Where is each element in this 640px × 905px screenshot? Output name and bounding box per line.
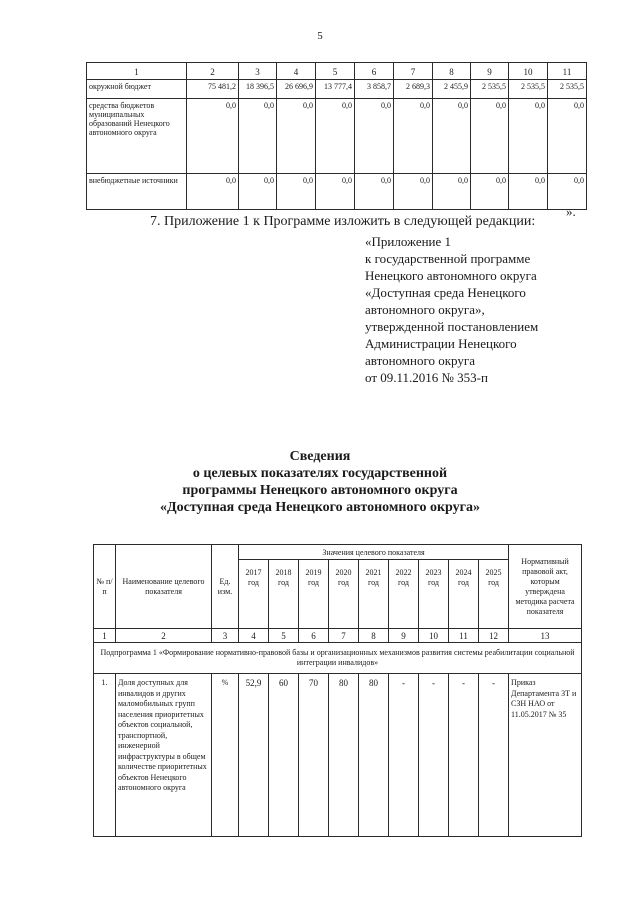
budget-cell: 0,0 (548, 99, 587, 174)
year-header: 2022 год (389, 560, 419, 629)
column-number: 6 (299, 629, 329, 643)
budget-cell: 2 535,5 (471, 80, 509, 99)
indicator-value: - (449, 674, 479, 837)
column-number: 13 (509, 629, 582, 643)
budget-cell: 0,0 (239, 174, 277, 210)
budget-cell: 2 535,5 (509, 80, 548, 99)
document-title (0, 448, 640, 516)
budget-cell: 0,0 (433, 99, 471, 174)
indicator-legal-act: Приказ Департамента ЗТ и СЗН НАО от 11.05.2017 № 35 (509, 674, 582, 837)
appendix-line: к государственной программе (365, 251, 531, 266)
budget-table (86, 62, 587, 210)
budget-cell: 0,0 (471, 174, 509, 210)
appendix-line: от 09.11.2016 № 353-п (365, 370, 488, 385)
indicator-value: - (389, 674, 419, 837)
budget-cell: 0,0 (394, 99, 433, 174)
budget-cell: 0,0 (316, 174, 355, 210)
budget-row-label: внебюджетные источники (87, 174, 187, 210)
budget-cell: 0,0 (509, 174, 548, 210)
column-number: 9 (389, 629, 419, 643)
year-header: 2018 год (269, 560, 299, 629)
title-line: о целевых показателях государственной (192, 466, 448, 481)
budget-cell: 3 858,7 (355, 80, 394, 99)
column-number: 10 (419, 629, 449, 643)
budget-row-district (87, 80, 587, 99)
column-number: 11 (449, 629, 479, 643)
year-header: 2019 год (299, 560, 329, 629)
table-row (94, 674, 582, 837)
indicators-table (93, 544, 582, 837)
budget-row-municipal (87, 99, 587, 174)
indicator-value: 80 (329, 674, 359, 837)
year-header: 2024 год (449, 560, 479, 629)
year-header: 2025 год (479, 560, 509, 629)
budget-header-cell: 7 (394, 63, 433, 80)
indicator-value: 80 (359, 674, 389, 837)
budget-cell: 0,0 (277, 99, 316, 174)
budget-cell: 0,0 (509, 99, 548, 174)
budget-cell: 0,0 (239, 99, 277, 174)
budget-header-cell: 8 (433, 63, 471, 80)
budget-header-cell: 9 (471, 63, 509, 80)
budget-cell: 75 481,2 (187, 80, 239, 99)
year-header: 2021 год (359, 560, 389, 629)
budget-header-cell: 4 (277, 63, 316, 80)
budget-cell: 0,0 (394, 174, 433, 210)
closing-quote: ». (566, 204, 576, 219)
budget-header-cell: 11 (548, 63, 587, 80)
column-number: 7 (329, 629, 359, 643)
appendix-header (365, 233, 538, 386)
item-7-paragraph: 7. Приложение 1 к Программе изложить в следующей редакции: (150, 214, 536, 229)
subprogram-title: Подпрограмма 1 «Формирование нормативно-правовой базы и организационных механизмов развития системы реабилитации социальной интеграции инвалидов» (94, 643, 582, 674)
budget-cell: 0,0 (471, 99, 509, 174)
appendix-line: автономного округа (365, 353, 475, 368)
column-number: 3 (212, 629, 239, 643)
indicator-value: - (419, 674, 449, 837)
budget-header-cell: 1 (87, 63, 187, 80)
column-number: 4 (239, 629, 269, 643)
column-number: 2 (116, 629, 212, 643)
budget-cell: 26 696,9 (277, 80, 316, 99)
col-act-header: Нормативный правовой акт, которым утверждена методика расчета показателя (509, 545, 582, 629)
title-line: «Доступная среда Ненецкого автономного округа» (159, 500, 481, 515)
budget-cell: 0,0 (433, 174, 471, 210)
title-line: Сведения (289, 449, 351, 464)
appendix-line: утвержденной постановлением (365, 319, 539, 334)
year-header: 2017 год (239, 560, 269, 629)
budget-cell: 0,0 (355, 174, 394, 210)
row-number: 1. (94, 674, 116, 837)
indicator-name: Доля доступных для инвалидов и других маломобильных групп населения приоритетных объектов социальной, транспортной, инженерной инфраструктуры в общем количестве приоритетных объектов Ненецкого автономного округа (116, 674, 212, 837)
budget-cell: 18 396,5 (239, 80, 277, 99)
budget-row-label: средства бюджетов муниципальных образований Ненецкого автономного округа (87, 99, 187, 174)
appendix-line: Ненецкого автономного округа (365, 268, 537, 283)
title-line: программы Ненецкого автономного округа (182, 483, 458, 498)
budget-cell: 2 535,5 (548, 80, 587, 99)
budget-cell: 13 777,4 (316, 80, 355, 99)
column-numbers-row (94, 629, 582, 643)
budget-cell: 2 689,3 (394, 80, 433, 99)
page-number: 5 (317, 30, 323, 42)
column-number: 12 (479, 629, 509, 643)
budget-cell: 0,0 (316, 99, 355, 174)
budget-row-extrabudgetary (87, 174, 587, 210)
indicator-unit: % (212, 674, 239, 837)
appendix-line: «Приложение 1 (365, 234, 452, 249)
budget-cell: 0,0 (277, 174, 316, 210)
budget-row-label: окружной бюджет (87, 80, 187, 99)
budget-cell: 2 455,9 (433, 80, 471, 99)
column-number: 1 (94, 629, 116, 643)
year-header: 2020 год (329, 560, 359, 629)
budget-header-cell: 5 (316, 63, 355, 80)
budget-header-row (87, 63, 587, 80)
col-number-header: № п/п (94, 545, 116, 629)
indicator-value: 52,9 (239, 674, 269, 837)
indicator-value: - (479, 674, 509, 837)
budget-header-cell: 3 (239, 63, 277, 80)
col-name-header: Наименование целевого показателя (116, 545, 212, 629)
year-header: 2023 год (419, 560, 449, 629)
col-values-header: Значения целевого показателя (239, 545, 509, 560)
column-number: 5 (269, 629, 299, 643)
indicators-header-row (94, 545, 582, 560)
budget-cell: 0,0 (355, 99, 394, 174)
budget-header-cell: 10 (509, 63, 548, 80)
budget-cell: 0,0 (187, 99, 239, 174)
column-number: 8 (359, 629, 389, 643)
appendix-line: автономного округа», (365, 302, 485, 317)
budget-cell: 0,0 (548, 174, 587, 210)
col-unit-header: Ед. изм. (212, 545, 239, 629)
indicator-value: 70 (299, 674, 329, 837)
budget-cell: 0,0 (187, 174, 239, 210)
indicator-value: 60 (269, 674, 299, 837)
appendix-line: «Доступная среда Ненецкого (365, 285, 526, 300)
budget-header-cell: 6 (355, 63, 394, 80)
appendix-line: Администрации Ненецкого (365, 336, 517, 351)
subprogram-row (94, 643, 582, 674)
budget-header-cell: 2 (187, 63, 239, 80)
